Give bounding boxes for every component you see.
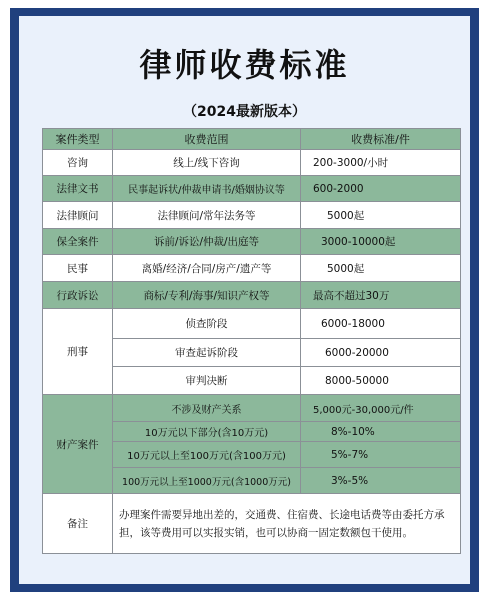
case-type-cell: 行政诉讼 — [43, 282, 113, 309]
case-type-cell: 备注 — [43, 494, 113, 554]
scope-cell: 线上/线下咨询 — [113, 150, 301, 176]
fee-cell: 6000-20000 — [301, 339, 461, 367]
header-fee: 收费标准/件 — [301, 129, 461, 150]
fee-cell: 3000-10000起 — [301, 229, 461, 255]
scope-cell: 审查起诉阶段 — [113, 339, 301, 367]
table-header-row — [43, 129, 461, 150]
case-type-cell: 保全案件 — [43, 229, 113, 255]
fee-cell: 200-3000/小时 — [301, 150, 461, 176]
case-type-cell: 法律文书 — [43, 176, 113, 202]
fee-cell: 最高不超过30万 — [301, 282, 461, 309]
fee-cell: 8%-10% — [301, 422, 461, 442]
fee-table — [42, 128, 461, 554]
case-type-cell: 财产案件 — [43, 395, 113, 494]
fee-cell: 3%-5% — [301, 468, 461, 494]
table-row — [43, 282, 461, 309]
scope-cell: 不涉及财产关系 — [113, 395, 301, 422]
fee-cell: 8000-50000 — [301, 367, 461, 395]
table-row — [43, 255, 461, 282]
table-row — [43, 150, 461, 176]
scope-cell: 10万元以上至100万元(含100万元) — [113, 442, 301, 468]
fee-cell: 5000起 — [301, 255, 461, 282]
fee-cell: 600-2000 — [301, 176, 461, 202]
scope-cell: 法律顾问/常年法务等 — [113, 202, 301, 229]
table-row — [43, 494, 461, 554]
header-scope: 收费范围 — [113, 129, 301, 150]
scope-cell: 侦查阶段 — [113, 309, 301, 339]
scope-cell: 100万元以上至1000万元(含1000万元) — [113, 468, 301, 494]
case-type-cell: 刑事 — [43, 309, 113, 395]
scope-cell: 商标/专利/海事/知识产权等 — [113, 282, 301, 309]
header-case-type: 案件类型 — [43, 129, 113, 150]
table-row — [43, 229, 461, 255]
scope-cell: 诉前/诉讼/仲裁/出庭等 — [113, 229, 301, 255]
remarks-text: 办理案件需要异地出差的，交通费、住宿费、长途电话费等由委托方承担，该等费用可以实报实销，也可以协商一固定数额包干使用。 — [113, 494, 461, 554]
fee-cell: 6000-18000 — [301, 309, 461, 339]
table-row — [43, 202, 461, 229]
scope-cell: 10万元以下部分(含10万元) — [113, 422, 301, 442]
fee-cell: 5%-7% — [301, 442, 461, 468]
table-row — [43, 176, 461, 202]
scope-cell: 审判决断 — [113, 367, 301, 395]
case-type-cell: 法律顾问 — [43, 202, 113, 229]
case-type-cell: 民事 — [43, 255, 113, 282]
case-type-cell: 咨询 — [43, 150, 113, 176]
scope-cell: 离婚/经济/合同/房产/遗产等 — [113, 255, 301, 282]
table-row — [43, 395, 461, 422]
table-row — [43, 309, 461, 339]
fee-cell: 5000起 — [301, 202, 461, 229]
fee-cell: 5,000元-30,000元/件 — [301, 395, 461, 422]
scope-cell: 民事起诉状/仲裁申请书/婚姻协议等 — [113, 176, 301, 202]
page-title: 律师收费标准 — [139, 46, 350, 84]
page-subtitle: （2024最新版本） — [183, 104, 306, 120]
